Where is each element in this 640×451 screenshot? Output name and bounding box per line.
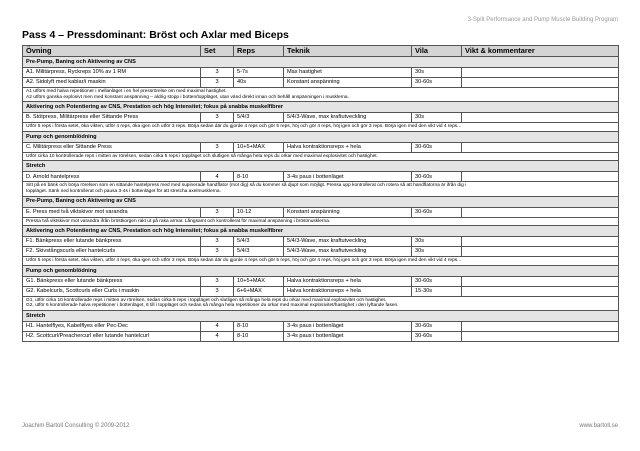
exercise-row xyxy=(23,207,619,217)
exercise-reps: 8-10 xyxy=(234,321,284,331)
note-text xyxy=(23,296,619,310)
exercise-rest: 30-60s xyxy=(412,207,462,217)
note-row xyxy=(23,296,619,310)
exercise-rest: 30-60s xyxy=(412,172,462,182)
exercise-name: H1. Hantelflyes, Kabelflyes eller Pec-Dec xyxy=(23,321,201,331)
exercise-sets: 3 xyxy=(201,113,234,123)
section-title: Aktivering och Potentiering av CNS, Prestation och hög Intensitet; fokus på snabba muskelfibrer xyxy=(23,226,619,237)
col-exercise: Övning xyxy=(23,46,201,57)
section-row xyxy=(23,102,619,113)
exercise-name: A1. Militärpress, Ryckreps 10% av 1 RM xyxy=(23,68,201,78)
exercise-row xyxy=(23,331,619,341)
weight-comment-cell[interactable] xyxy=(462,78,619,88)
section-row xyxy=(23,196,619,207)
section-title: Stretch xyxy=(23,161,619,172)
weight-comment-cell[interactable] xyxy=(462,321,619,331)
section-row xyxy=(23,57,619,68)
exercise-rest: 30s xyxy=(412,113,462,123)
note-text xyxy=(23,182,619,196)
exercise-rest: 30-60s xyxy=(412,331,462,341)
note-row xyxy=(23,182,619,196)
exercise-sets: 3 xyxy=(201,142,234,152)
exercise-name: H2. Scottcurl/Preachercurl eller lutande hantelcurl xyxy=(23,331,201,341)
exercise-sets: 3 xyxy=(201,286,234,296)
exercise-name: F1. Bänkpress eller lutande bänkpress xyxy=(23,237,201,247)
exercise-technique: Konstant anspänning xyxy=(284,207,412,217)
section-title: Stretch xyxy=(23,310,619,321)
exercise-rest: 30-60s xyxy=(412,78,462,88)
note-row xyxy=(23,88,619,102)
section-title: Pump och genomblödning xyxy=(23,265,619,276)
weight-comment-cell[interactable] xyxy=(462,247,619,257)
exercise-technique: 3-4s paus i bottenläget xyxy=(284,172,412,182)
exercise-technique: Max hastighet xyxy=(284,68,412,78)
exercise-technique: 3-4s paus i bottenläget xyxy=(284,321,412,331)
note-text xyxy=(23,88,619,102)
section-row xyxy=(23,265,619,276)
exercise-reps: 5/4/3 xyxy=(234,237,284,247)
exercise-technique: 5/4/3-Wave, max kraftutveckling xyxy=(284,247,412,257)
weight-comment-cell[interactable] xyxy=(462,142,619,152)
exercise-rest: 30-60s xyxy=(412,321,462,331)
exercise-row xyxy=(23,113,619,123)
exercise-technique: Halva kontraktionsreps + hela xyxy=(284,276,412,286)
note-row xyxy=(23,217,619,226)
exercise-name: A2. Sidolyft med kablar/i maskin xyxy=(23,78,201,88)
exercise-rest: 30s xyxy=(412,247,462,257)
exercise-row xyxy=(23,247,619,257)
note-line: toppläget. Sänk ned kontrollerat och pausa 3-4s i bottenläget för att stretcha axelmusklerna. xyxy=(26,188,221,194)
exercise-sets: 3 xyxy=(201,247,234,257)
exercise-name: E. Press med två viktskivor mot varandra xyxy=(23,207,201,217)
exercise-sets: 3 xyxy=(201,276,234,286)
section-title: Pump och genomblödning xyxy=(23,131,619,142)
exercise-name: F2. Skivstångscurls eller hantelcurls xyxy=(23,247,201,257)
section-title: Aktivering och Potentiering av CNS, Prestation och hög Intensitet; fokus på snabba muskelfibrer xyxy=(23,102,619,113)
weight-comment-cell[interactable] xyxy=(462,207,619,217)
weight-comment-cell[interactable] xyxy=(462,286,619,296)
exercise-rest: 30-60s xyxy=(412,142,462,152)
exercise-technique: Konstant anspänning xyxy=(284,78,412,88)
note-text xyxy=(23,152,619,161)
exercise-sets: 4 xyxy=(201,331,234,341)
col-sets: Set xyxy=(201,46,234,57)
exercise-rest: 30s xyxy=(412,68,462,78)
note-row xyxy=(23,152,619,161)
exercise-row xyxy=(23,286,619,296)
note-line: A1 utförs med halva repetitioner i mellanläget i en hel pressrörelse om med maximal hastighet. xyxy=(26,89,227,94)
exercise-reps: 8-10 xyxy=(234,331,284,341)
section-title: Pre-Pump, Baning och Aktivering av CNS xyxy=(23,196,619,207)
section-row xyxy=(23,161,619,172)
note-line: Pressa två viktskivor mot varandra ifrån bröstkorgen rakt ut på raka armar. Långsamt och kontrollerat för maximal anspänning i bröstmusklerna. xyxy=(26,218,331,224)
note-text xyxy=(23,123,619,132)
col-comments: Vikt & kommentarer xyxy=(462,46,619,57)
exercise-rest: 30-60s xyxy=(412,276,462,286)
exercise-rest: 15-30s xyxy=(412,286,462,296)
page-title: Pass 4 – Pressdominant: Bröst och Axlar med Biceps xyxy=(22,29,289,41)
exercise-rest: 30s xyxy=(412,237,462,247)
exercise-sets: 3 xyxy=(201,237,234,247)
exercise-technique: Halva kontraktionsreps + hela xyxy=(284,286,412,296)
section-row xyxy=(23,310,619,321)
note-line: G1, utför cirka 10 kontrollerade reps i mitten av rörelsen, sedan cirka 5 reps i toppläget och slutligen så många hela reps du orkar med maximal explosivitet och hastighet. xyxy=(26,297,387,303)
col-technique: Teknik xyxy=(284,46,412,57)
note-row xyxy=(23,123,619,132)
exercise-name: D. Arnold hantelpress xyxy=(23,172,201,182)
exercise-reps: 5/4/3 xyxy=(234,113,284,123)
note-line: G2, utför 6 kontrollerade halva repetitioner i bottenläget, 6 till i toppläget och sedan så många hela repetitioner du orkar med maximal explosivitet/hastighet i den lyftande fasen. xyxy=(26,303,399,309)
note-row xyxy=(23,257,619,266)
exercise-row xyxy=(23,172,619,182)
weight-comment-cell[interactable] xyxy=(462,276,619,286)
exercise-reps: 5/4/3 xyxy=(234,247,284,257)
weight-comment-cell[interactable] xyxy=(462,237,619,247)
exercise-name: G2. Kabelcurls, Scottcurls eller Curls i maskin xyxy=(23,286,201,296)
note-line: Utför 5 reps i första setet, öka vikten, utför 4 reps, öka igen och utför 3 reps. Börja sedan där du gjorde 4 reps och gör 5 reps, höj och gör 4 reps, höj igen och gör 3 reps. Börja igen med den vikt vid 4 reps... xyxy=(26,258,462,264)
footer-website: www.bartoll.se xyxy=(579,423,618,429)
exercise-technique: 3-4s paus i bottenläget xyxy=(284,331,412,341)
exercise-reps: 40s xyxy=(234,78,284,88)
exercise-row xyxy=(23,237,619,247)
header-program-title: 3-Split Performance and Pump Muscle Building Program xyxy=(467,17,618,23)
exercise-reps: 8-10 xyxy=(234,172,284,182)
col-rest: Vila xyxy=(412,46,462,57)
weight-comment-cell[interactable] xyxy=(462,113,619,123)
exercise-reps: 10+5+MAX xyxy=(234,276,284,286)
exercise-sets: 3 xyxy=(201,78,234,88)
workout-table xyxy=(22,45,619,342)
exercise-reps: 10-12 xyxy=(234,207,284,217)
exercise-technique: 5/4/3-Wave, max kraftutveckling xyxy=(284,237,412,247)
exercise-name: G1. Bänkpress eller lutande bänkpress xyxy=(23,276,201,286)
exercise-reps: 10+5+MAX xyxy=(234,142,284,152)
note-line: Utför 5 reps i första setet, öka vikten, utför 4 reps, öka igen och utför 3 reps. Börja sedan där du gjorde 4 reps och gör 5 reps, höj och gör 4 reps, höj igen och gör 3 reps. Börja igen med den vikt vid 4 reps... xyxy=(26,124,462,130)
weight-comment-cell[interactable] xyxy=(462,172,619,182)
section-row xyxy=(23,226,619,237)
section-row xyxy=(23,131,619,142)
exercise-technique: 5/4/3-Wave, max kraftutveckling xyxy=(284,113,412,123)
note-line: A2 utförs ganska explosivt men med konstant anspänning – aldrig stopp i botten/toppläget, utan vänd direkt innan och behåll anspänningen i musklerna. xyxy=(26,94,349,100)
exercise-row xyxy=(23,68,619,78)
exercise-row xyxy=(23,142,619,152)
note-text xyxy=(23,217,619,226)
note-text xyxy=(23,257,619,266)
exercise-sets: 3 xyxy=(201,68,234,78)
exercise-sets: 3 xyxy=(201,207,234,217)
exercise-technique: Halva kontraktionsreps + hela xyxy=(284,142,412,152)
exercise-row xyxy=(23,321,619,331)
note-line: Sitt på en bänk och börja rörelsen som en sittande hantelpress med med supinerade handflator (mot dig) så du kommer så djupt som möjligt. Pressa upp kontrollerat och rotera så att handflatorna är ifrån dig i xyxy=(26,183,467,189)
col-reps: Reps xyxy=(234,46,284,57)
footer-copyright: Joachim Bartoll Consulting © 2009-2012 xyxy=(22,423,130,429)
column-header-row xyxy=(23,46,619,57)
exercise-row xyxy=(23,276,619,286)
weight-comment-cell[interactable] xyxy=(462,331,619,341)
exercise-row xyxy=(23,78,619,88)
exercise-name: C. Militärpress eller Sittande Press xyxy=(23,142,201,152)
exercise-reps: 5-7s xyxy=(234,68,284,78)
note-line: Utför cirka 10 kontrollerade reps i mitten av rörelsen, sedan cirka 5 reps i toppläget och slutligen så många hela reps du orkar med maximal explosivitet och hastighet. xyxy=(26,153,378,159)
exercise-sets: 4 xyxy=(201,321,234,331)
exercise-name: B. Stötpress, Militärpress eller Sittande Press xyxy=(23,113,201,123)
exercise-sets: 4 xyxy=(201,172,234,182)
exercise-reps: 6+6+MAX xyxy=(234,286,284,296)
section-title: Pre-Pump, Baning och Aktivering av CNS xyxy=(23,57,619,68)
weight-comment-cell[interactable] xyxy=(462,68,619,78)
